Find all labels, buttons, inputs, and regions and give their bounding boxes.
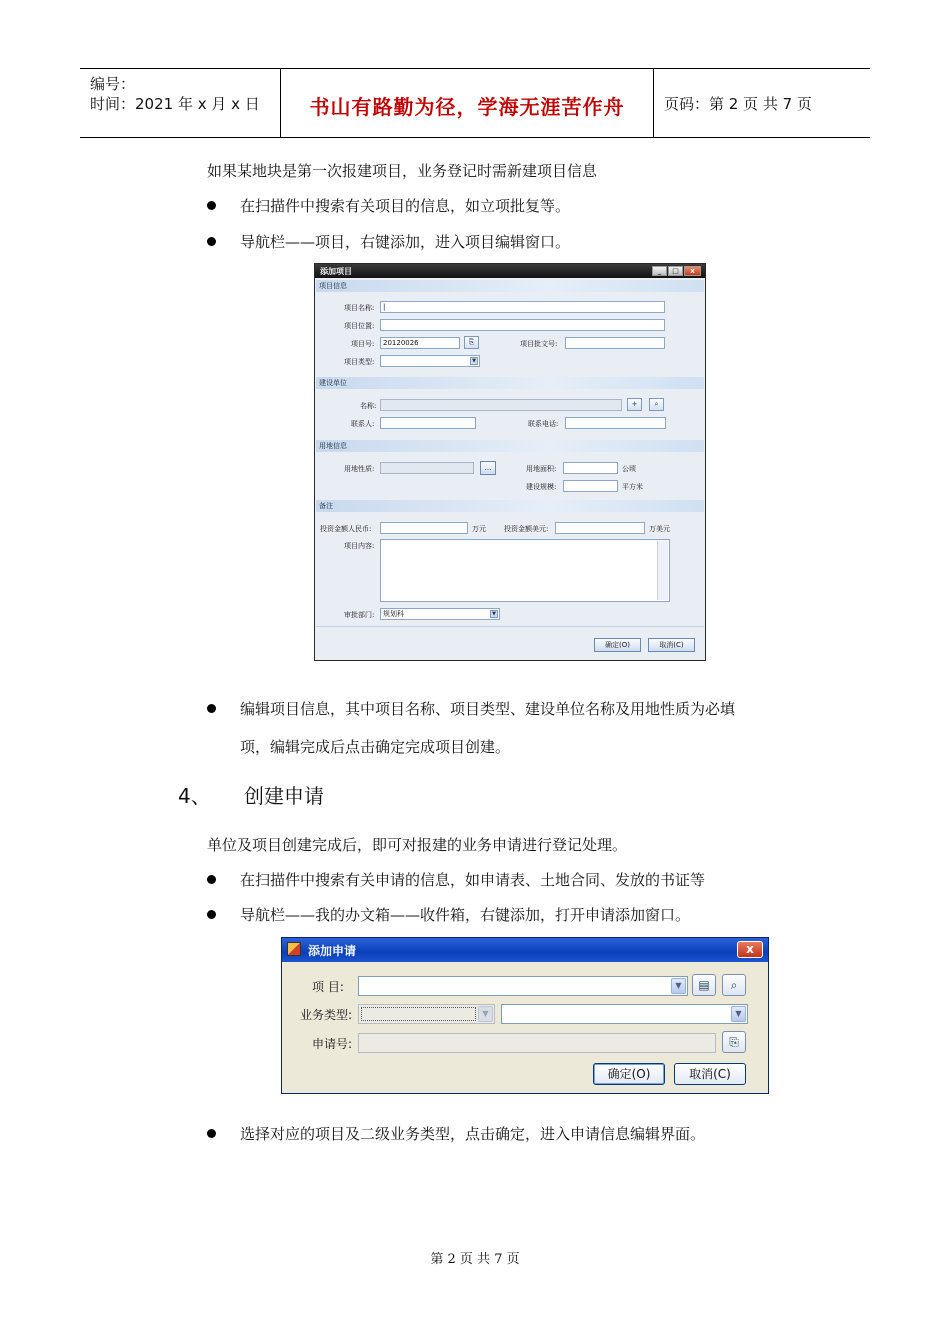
contact-input[interactable] [380,417,476,429]
land-area-input[interactable] [563,462,618,474]
header-page-cell [654,69,870,137]
bullet-dot [207,201,216,210]
invest-usd-label: 投资金额美元: [504,525,549,533]
project-label: 项 目: [312,980,344,994]
close-button[interactable]: x [737,941,763,958]
contact-label: 联系人: [351,420,375,428]
add-unit-icon[interactable]: + [627,398,642,411]
build-scale-input[interactable] [563,480,618,492]
chevron-down-icon: ▼ [671,978,686,994]
section-label: 用地信息 [319,442,347,450]
build-scale-label: 建设规模: [526,483,557,491]
add-project-dialog [314,263,706,661]
dept-label: 审批部门: [344,611,375,619]
section-label: 建设单位 [319,379,347,387]
section-project-info [316,280,704,292]
project-location-input[interactable] [380,319,665,331]
invest-rmb-label: 投资金额人民币: [320,525,372,533]
project-number-input[interactable]: 20120026 [380,337,460,349]
biz-type-select[interactable] [358,1004,495,1024]
bullet-dot [207,704,216,713]
generate-number-icon[interactable]: ⎘ [464,336,479,349]
chevron-down-icon: ▼ [478,1006,493,1022]
ok-button[interactable]: 确定(O) [593,1063,665,1085]
project-name-input[interactable]: | [380,301,665,313]
unit-name-label: 名称: [360,402,377,410]
land-area-label: 用地面积: [526,465,557,473]
section-label: 项目信息 [319,282,347,290]
land-nature-input[interactable] [380,462,474,474]
section-heading: 创建申请 [244,784,324,808]
open-folder-icon[interactable]: ▤ [692,974,716,996]
project-location-label: 项目位置: [344,322,375,330]
invest-usd-input[interactable] [555,522,645,534]
section-construction-unit [316,377,704,389]
chevron-down-icon: ▼ [490,610,498,618]
motto: 书山有路勤为径，学海无涯苦作舟 [309,95,625,119]
close-button[interactable]: x [684,266,701,276]
browse-button[interactable]: ... [480,461,496,475]
number-label: 编号： [90,75,136,93]
content-textarea[interactable] [380,539,670,602]
invest-rmb-input[interactable] [380,522,468,534]
bullet-dot [207,1129,216,1138]
chevron-down-icon: ▼ [470,357,478,365]
biz-type-label: 业务类型: [300,1008,353,1022]
intro2-paragraph: 单位及项目创建完成后，即可对报建的业务申请进行登记处理。 [207,836,628,854]
dialog-title-bar [282,938,768,962]
section-number: 4、 [178,784,211,808]
app-icon [287,942,301,956]
maximize-button[interactable]: □ [668,266,683,276]
bullet-text: 在扫描件中搜索有关项目的信息，如立项批复等。 [240,197,571,215]
chevron-down-icon: ▼ [731,1006,746,1022]
search-icon[interactable]: ⌕ [649,398,664,411]
dialog-title: 添加申请 [308,944,357,958]
project-type-select[interactable] [380,355,480,367]
dialog-title: 添加项目 [320,267,352,276]
header-meta-cell [80,69,281,137]
bullet-text: 导航栏——项目，右键添加，进入项目编辑窗口。 [240,233,571,251]
usd-unit-label: 万美元 [649,525,670,533]
apply-no-label: 申请号: [312,1037,353,1051]
search-icon[interactable]: ⌕ [722,974,746,996]
land-nature-label: 用地性质: [344,465,375,473]
phone-label: 联系电话: [528,420,559,428]
section-label: 备注 [319,502,333,510]
time-label: 时间：2021 年 x 月 x 日 [90,95,260,113]
intro-paragraph: 如果某地块是第一次报建项目，业务登记时需新建项目信息 [207,162,598,180]
header-motto-cell [281,69,654,137]
dept-value: 规划科 [383,610,404,618]
bullet-dot [207,910,216,919]
area-unit-label: 公顷 [622,465,636,473]
phone-input[interactable] [565,417,666,429]
approval-no-input[interactable] [565,337,665,349]
project-name-label: 项目名称: [344,304,375,312]
cancel-button[interactable]: 取消(C) [674,1063,746,1085]
add-application-dialog [281,937,769,1094]
bullet-text: 选择对应的项目及二级业务类型，点击确定，进入申请信息编辑界面。 [240,1125,706,1143]
content-label: 项目内容: [344,542,375,550]
project-type-label: 项目类型: [344,358,375,366]
apply-no-input[interactable] [358,1033,716,1053]
scale-unit-label: 平方米 [622,483,643,491]
bullet-text: 在扫描件中搜索有关申请的信息，如申请表、土地合同、发放的书证等 [240,871,706,889]
sub-biz-type-select[interactable] [501,1004,748,1024]
section-remarks [316,500,704,512]
bullet-dot [207,875,216,884]
focus-rect [361,1007,476,1021]
bullet-text-continued: 项，编辑完成后点击确定完成项目创建。 [240,738,511,756]
project-number-label: 项目号: [351,340,375,348]
minimize-button[interactable]: _ [652,266,667,276]
section-land-info [316,440,704,452]
ok-button[interactable]: 确定(O) [594,638,641,652]
page-info: 页码：第 2 页 共 7 页 [664,95,812,113]
approval-no-label: 项目批文号: [520,340,558,348]
generate-number-icon[interactable]: ⎘ [722,1031,746,1053]
dialog-title-bar [315,264,705,278]
dept-select[interactable] [380,608,500,620]
bullet-text: 导航栏——我的办文箱——收件箱，右键添加，打开申请添加窗口。 [240,906,691,924]
cancel-button[interactable]: 取消(C) [648,638,695,652]
page-header [80,68,870,138]
bullet-text: 编辑项目信息，其中项目名称、项目类型、建设单位名称及用地性质为必填 [240,700,736,718]
rmb-unit-label: 万元 [472,525,486,533]
divider [316,626,704,627]
page-footer: 第 2 页 共 7 页 [430,1252,520,1267]
bullet-dot [207,237,216,246]
scrollbar[interactable] [657,541,668,600]
unit-name-input[interactable] [380,399,622,411]
project-select[interactable] [358,976,688,996]
